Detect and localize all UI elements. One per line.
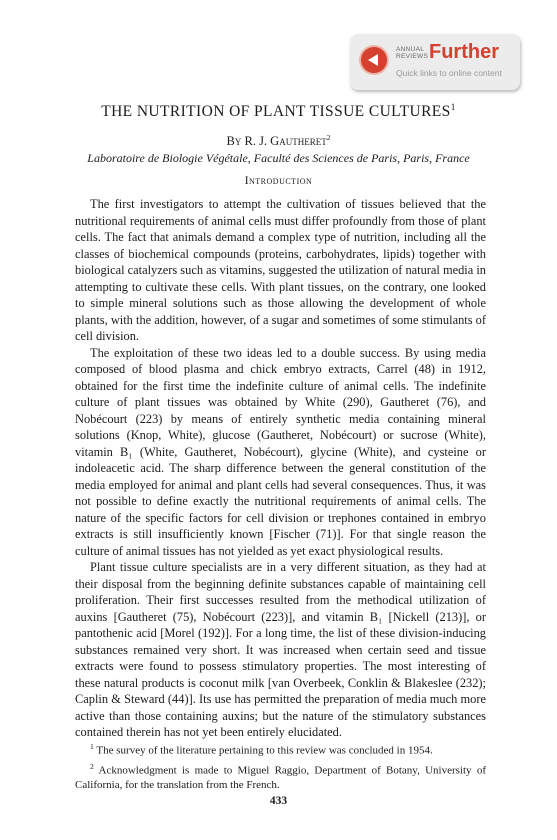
publisher-wordmark: ANNUAL REVIEWS xyxy=(396,46,429,60)
byline: By R. J. Gautheret$^2$ xyxy=(226,133,331,149)
article-body xyxy=(75,196,486,741)
title-footnote-mark[interactable]: 1 xyxy=(450,103,456,113)
footnote: $^2$ Acknowledgment is made to Miguel Raggio, Department of Botany, University of California, for the translation from the French. xyxy=(75,761,486,792)
footnotes xyxy=(75,739,486,793)
body-paragraph: Plant tissue culture specialists are in a very different situation, as they had at their disposal from the beginning definite substances capable of maintaining cell proliferation. Their first successes resulted from the methodical utilization of auxins [Gautheret (75), Nobécourt (223)], and vitamin B₁ [Nickell (213)], or pantothenic acid [Morel (192)]. For a long time, the list of these division-inducing substances remained very short. It was increased when certain seed and tissue extracts were found to possess stimulatory properties. The most interesting of these natural products is coconut milk [van Overbeek, Conklin & Blakeslee (232); Caplin & Steward (44)]. Its use has permitted the preparation of media much more active than those containing auxins; but the nature of the stimulatory substances contained therein has not yet been entirely elucidated. xyxy=(75,560,486,739)
page-number: 433 xyxy=(269,795,288,807)
body-paragraph: The first investigators to attempt the cultivation of tissues believed that the nutritional requirements of animal cells must differ profoundly from those of plant cells. The fact that animals demand a complex type of nutrition, including all the classes of biochemical compounds (proteins, carbohydrates, lipids) together with biological catalyzers such as vitamins, suggested the utilization of natural media in attempting to cultivate these cells. With plant tissues, on the contrary, one looked to simple mineral solutions such as those allowing the development of whole plants, with the addition, however, of a sugar and sometimes of some stimulants of cell division. xyxy=(75,197,486,343)
author-footnote-mark[interactable]: 2 xyxy=(326,133,331,142)
further-label: Further xyxy=(429,41,499,63)
author-name: R. J. Gautheret xyxy=(244,134,327,149)
section-heading: Introduction xyxy=(244,175,313,187)
affiliation: Laboratoire de Biologie Végétale, Faculté des Sciences de Paris, Paris, France xyxy=(87,151,470,165)
article-title: THE NUTRITION OF PLANT TISSUE CULTURES$^1$ xyxy=(101,103,456,121)
body-paragraph: The exploitation of these two ideas led to a double success. By using media composed of blood plasma and chick embryo extracts, Carrel (48) in 1912, obtained for the first time the indefinite culture of animal cells. The indefinite culture of plant tissues was obtained by White (290), Gautheret (76), and Nobécourt (223) by means of entirely synthetic media containing mineral solutions (Knop, White), glucose (Gautheret, Nobécourt) or sucrose (White), vitamin B₁ (White, Gautheret, Nobécourt), glycine (White), and cysteine or indoleacetic acid. The sharp difference between the general constitution of the media employed for animal and plant cells had several consequences. Thus, it was not possible to define exactly the nutritional requirements of animal cells. The nature of the specific factors for cell division or trephones contained in embryo extracts is still insufficiently known [Fischer (71)]. For that single reason the culture of animal tissues has not yielded as yet exact physiological results. xyxy=(75,345,486,558)
footnote: $^1$ The survey of the literature pertaining to this review was concluded in 1954. xyxy=(90,742,433,757)
back-arrow-circle-icon[interactable] xyxy=(359,45,389,75)
badge-tagline: Quick links to online content xyxy=(396,68,502,78)
annual-reviews-further-badge[interactable] xyxy=(350,34,520,90)
